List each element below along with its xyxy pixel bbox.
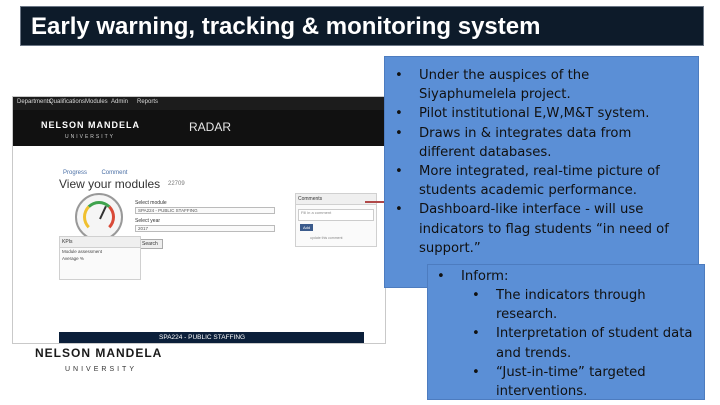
kpi-title: KPIs	[60, 237, 140, 248]
radar-nav-bar	[13, 97, 385, 110]
comment-note: update this comment	[310, 236, 343, 240]
course-bar-label: SPA224 - PUBLIC STAFFING	[159, 334, 246, 341]
comment-icon-link[interactable]: Comment	[101, 170, 128, 176]
radar-logo-sub: UNIVERSITY	[65, 134, 116, 140]
inform-heading: • Inform:	[437, 269, 509, 284]
radar-banner	[13, 110, 385, 146]
nav-item-modules[interactable]: Modules	[85, 99, 108, 105]
info-bullet: • Pilot institutional E,W,M&T system.	[395, 106, 650, 122]
inform-bullet: • “Just-in-time” targeted interventions.	[472, 364, 646, 400]
radar-logo: NELSON MANDELA	[41, 120, 140, 130]
info-panel	[384, 56, 699, 288]
modules-heading: View your modules	[59, 177, 161, 191]
info-bullet-list	[395, 66, 689, 258]
add-comment-button[interactable]: Add	[300, 224, 313, 231]
select-year-dropdown[interactable]: 2017	[135, 225, 275, 232]
course-bar	[59, 332, 364, 344]
logo-name: NELSON MANDELA	[35, 346, 163, 360]
title-bar	[20, 6, 704, 46]
inform-bullet-list	[472, 286, 698, 401]
search-button[interactable]: Search	[137, 239, 163, 249]
comment-input[interactable]: Fill in a comment	[298, 209, 374, 221]
info-bullet: • Dashboard-like interface - will use indicators to flag students “in need of support.”	[395, 202, 669, 256]
nmu-logo	[35, 346, 163, 378]
inform-bullet: • Interpretation of student data and trends.	[472, 326, 693, 361]
nav-item-admin[interactable]: Admin	[111, 99, 129, 105]
select-module-label: Select module	[135, 200, 167, 206]
kpi-panel	[59, 236, 141, 280]
kpi-line: Module assessment	[62, 249, 103, 254]
nav-item-departments[interactable]: Departments	[17, 99, 52, 105]
comments-title: Comments	[296, 194, 376, 205]
kpi-line: Average %	[62, 256, 84, 261]
nav-item-qualifications[interactable]: Qualifications	[49, 99, 86, 105]
inform-bullet: • The indicators through research.	[472, 288, 646, 323]
nav-item-reports[interactable]: Reports	[137, 99, 159, 105]
info-bullet: • Draws in & integrates data from different databases.	[395, 125, 632, 160]
radar-screenshot	[12, 96, 386, 344]
slide-title: Early warning, tracking & monitoring system	[31, 13, 541, 40]
info-bullet: • Under the auspices of the Siyaphumelela project.	[395, 68, 590, 103]
logo-sub: UNIVERSITY	[65, 366, 138, 373]
inform-list	[437, 267, 701, 286]
info-bullet: • More integrated, real-time picture of students academic performance.	[395, 164, 660, 199]
select-year-label: Select year	[135, 218, 161, 224]
gauge-icon	[75, 193, 123, 241]
module-count: 22709	[168, 181, 185, 187]
app-name: RADAR	[189, 120, 232, 134]
inform-panel	[427, 264, 705, 400]
select-module-dropdown[interactable]: SPA224 - PUBLIC STAFFING	[135, 207, 275, 214]
progress-icon-link[interactable]: Progress	[63, 170, 88, 176]
